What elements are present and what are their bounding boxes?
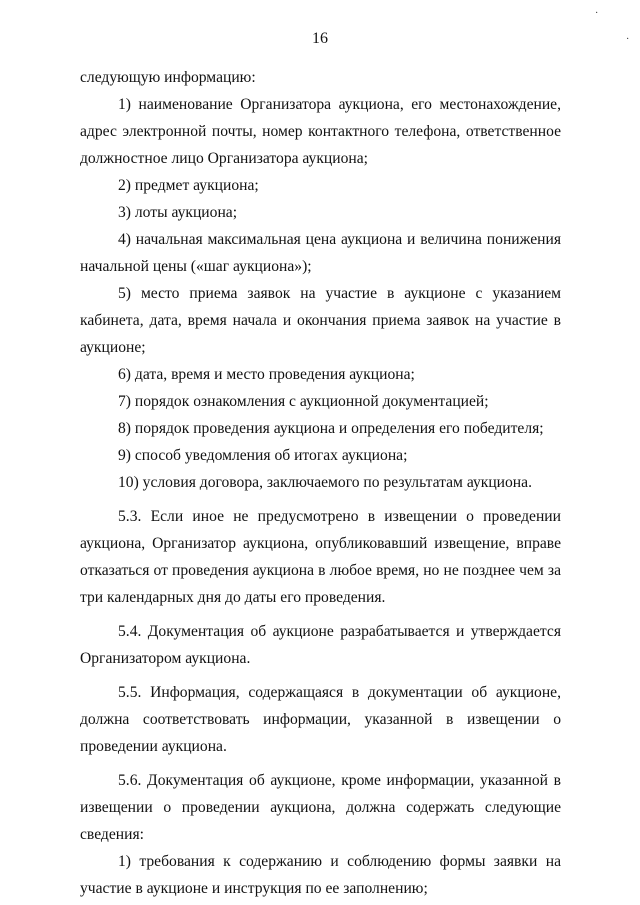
list-item: 1) требования к содержанию и соблюдению формы заявки на участие в аукционе и инструкция по ее заполнению; [80, 853, 561, 897]
scan-speck: · [626, 34, 630, 45]
paragraph-5-6: 5.6. Документация об аукционе, кроме информации, указанной в извещении о проведении аукциона, должна содержать следующие сведения: [80, 772, 561, 843]
paragraph-5-4: 5.4. Документация об аукционе разрабатывается и утверждается Организатором аукциона. [80, 623, 561, 667]
list-item: 2) предмет аукциона; [118, 177, 259, 194]
list-item: 7) порядок ознакомления с аукционной документацией; [118, 393, 489, 410]
paragraph: следующую информацию: [80, 69, 256, 86]
list-item: 4) начальная максимальная цена аукциона и величина понижения начальной цены («шаг аукциона»); [80, 231, 561, 275]
page-number: 16 [312, 30, 328, 47]
list-item: 9) способ уведомления об итогах аукциона; [118, 447, 408, 464]
document-body [80, 64, 561, 902]
list-item: 3) лоты аукциона; [118, 204, 238, 221]
scan-speck: · [595, 8, 599, 19]
list-item: 8) порядок проведения аукциона и определения его победителя; [118, 420, 544, 437]
list-item: 10) условия договора, заключаемого по результатам аукциона. [118, 474, 532, 491]
list-item: 6) дата, время и место проведения аукциона; [118, 366, 415, 383]
paragraph-5-5: 5.5. Информация, содержащаяся в документации об аукционе, должна соответствовать информации, указанной в извещении о проведении аукциона. [80, 684, 561, 755]
paragraph-5-3: 5.3. Если иное не предусмотрено в извещении о проведении аукциона, Организатор аукциона, опубликовавший извещение, вправе отказаться от проведения аукциона в любое время, но не позднее чем за три календарных дня до даты его проведения. [80, 508, 561, 606]
list-item: 1) наименование Организатора аукциона, его местонахождение, адрес электронной почты, номер контактного телефона, ответственное должностное лицо Организатора аукциона; [80, 96, 561, 167]
list-item: 5) место приема заявок на участие в аукционе с указанием кабинета, дата, время начала и окончания приема заявок на участие в аукционе; [80, 285, 561, 356]
